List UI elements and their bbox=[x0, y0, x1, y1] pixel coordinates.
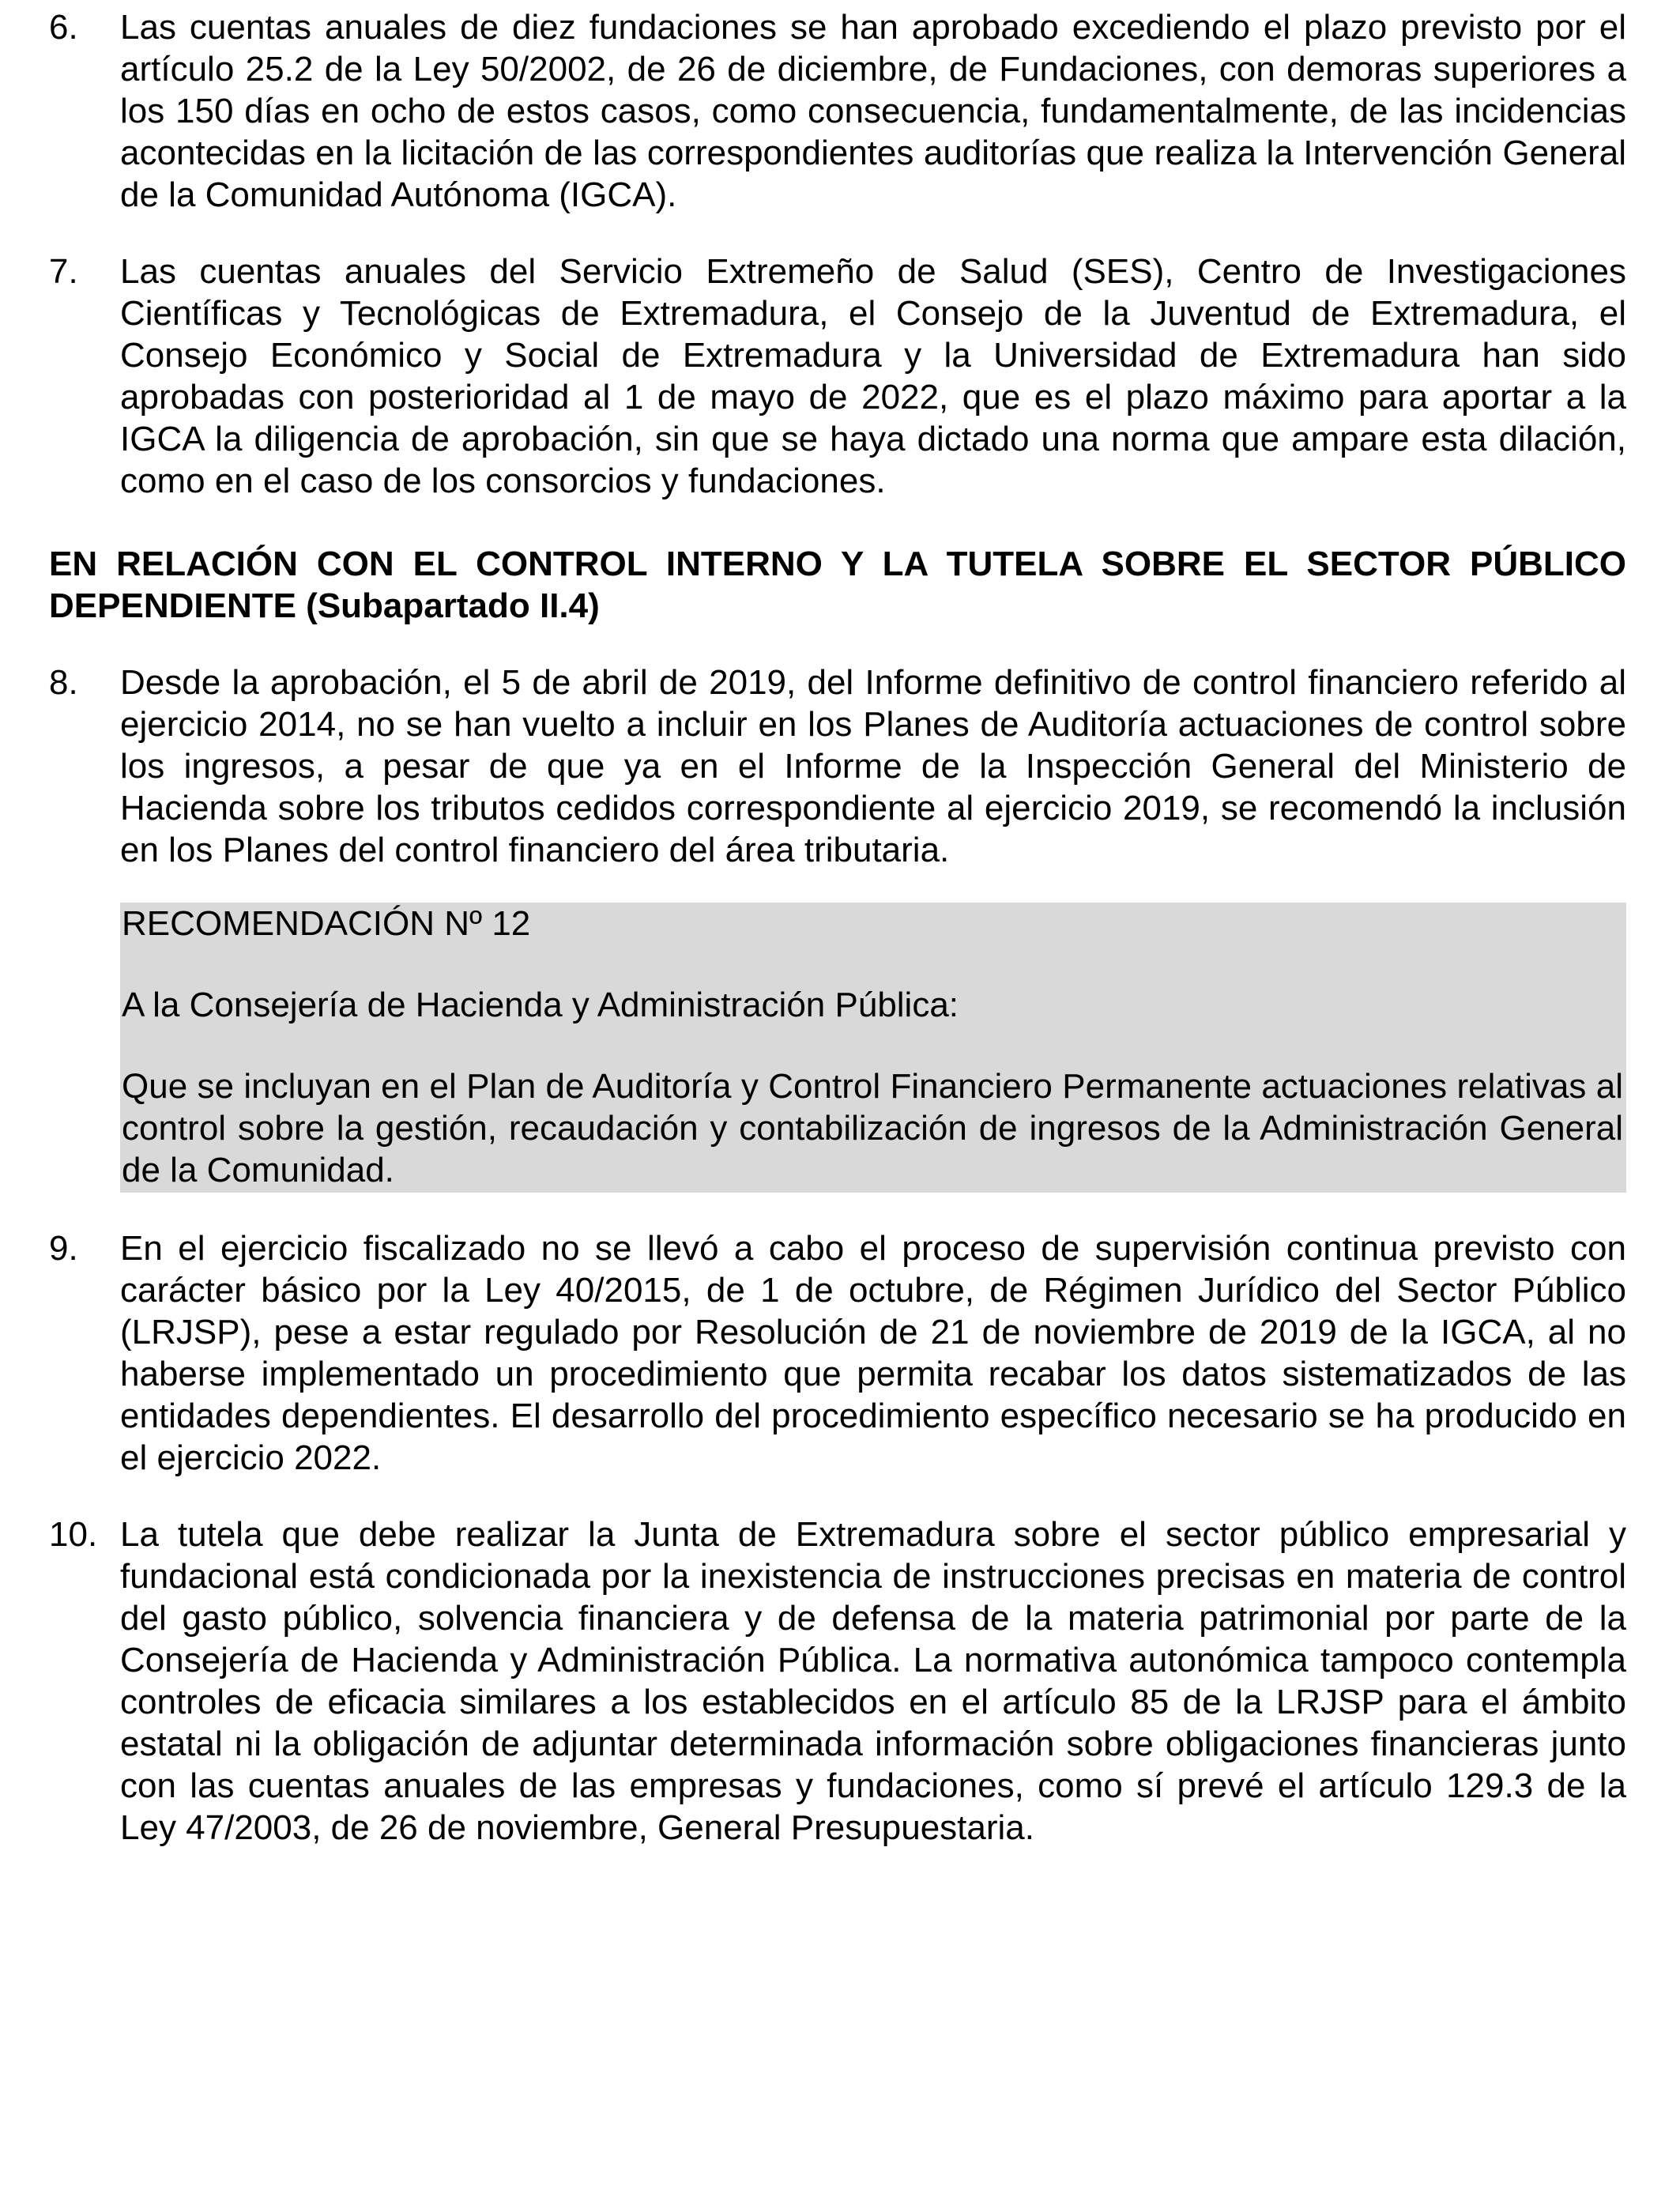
list-item-number: 8. bbox=[49, 663, 78, 702]
list-item-number: 9. bbox=[49, 1229, 78, 1268]
list-item-text: La tutela que debe realizar la Junta de Extremadura sobre el sector público empresarial y fundacional está condicionada por la inexistencia de instrucciones precisas en materia de control del gasto público, solvencia financiera y de defensa de la materia patrimonial por parte de la Consejería de Hacienda y Administración Pública. La normativa autonómica tampoco contempla controles de eficacia similares a los establecidos en el artículo 85 de la LRJSP para el ámbito estatal ni la obligación de adjuntar determinada información sobre obligaciones financieras junto con las cuentas anuales de las empresas y fundaciones, como sí prevé el artículo 129.3 de la Ley 47/2003, de 26 de noviembre, General Presupuestaria. bbox=[120, 1515, 1626, 1847]
page-content bbox=[49, 6, 1626, 1849]
list-item-text: En el ejercicio fiscalizado no se llevó a cabo el proceso de supervisión continua previsto con carácter básico por la Ley 40/2015, de 1 de octubre, de Régimen Jurídico del Sector Público (LRJSP), pese a estar regulado por Resolución de 21 de noviembre de 2019 de la IGCA, al no haberse implementado un procedimiento que permita recabar los datos sistematizados de las entidades dependientes. El desarrollo del procedimiento específico necesario se ha producido en el ejercicio 2022. bbox=[120, 1229, 1626, 1477]
list-item-text: Las cuentas anuales del Servicio Extremeño de Salud (SES), Centro de Investigaciones Científicas y Tecnológicas de Extremadura, el Consejo de la Juventud de Extremadura, el Consejo Económico y Social de Extremadura y la Universidad de Extremadura han sido aprobadas con posterioridad al 1 de mayo de 2022, que es el plazo máximo para aportar a la IGCA la diligencia de aprobación, sin que se haya dictado una norma que ampare esta dilación, como en el caso de los consorcios y fundaciones. bbox=[120, 252, 1626, 500]
list-item-7 bbox=[49, 251, 1626, 502]
list-item-text: Las cuentas anuales de diez fundaciones se han aprobado excediendo el plazo previsto por el artículo 25.2 de la Ley 50/2002, de 26 de diciembre, de Fundaciones, con demoras superiores a los 150 días en ocho de estos casos, como consecuencia, fundamentalmente, de las incidencias acontecidas en la licitación de las correspondientes auditorías que realiza la Intervención General de la Comunidad Autónoma (IGCA). bbox=[120, 8, 1626, 214]
list-item-text: Desde la aprobación, el 5 de abril de 2019, del Informe definitivo de control financiero referido al ejercicio 2014, no se han vuelto a incluir en los Planes de Auditoría actuaciones de control sobre los ingresos, a pesar de que ya en el Informe de la Inspección General del Ministerio de Hacienda sobre los tributos cedidos correspondiente al ejercicio 2019, se recomendó la inclusión en los Planes del control financiero del área tributaria. bbox=[120, 663, 1626, 869]
list-item-number: 10. bbox=[49, 1515, 98, 1554]
list-item-number: 6. bbox=[49, 8, 78, 47]
recommendation-body: Que se incluyan en el Plan de Auditoría y Control Financiero Permanente actuaciones relativas al control sobre la gestión, recaudación y contabilización de ingresos de la Administración General de la Comunidad. bbox=[122, 1067, 1623, 1189]
recommendation-title: RECOMENDACIÓN Nº 12 bbox=[122, 904, 531, 943]
list-item-number: 7. bbox=[49, 252, 78, 291]
list-item-6 bbox=[49, 6, 1626, 216]
recommendation-box bbox=[120, 903, 1626, 1193]
list-item-10 bbox=[49, 1514, 1626, 1849]
section-heading: EN RELACIÓN CON EL CONTROL INTERNO Y LA TUTELA SOBRE EL SECTOR PÚBLICO DEPENDIENTE (Subapartado II.4) bbox=[49, 545, 1626, 625]
recommendation-addressee: A la Consejería de Hacienda y Administración Pública: bbox=[122, 986, 959, 1024]
list-item-8 bbox=[49, 662, 1626, 871]
list-item-9 bbox=[49, 1227, 1626, 1479]
